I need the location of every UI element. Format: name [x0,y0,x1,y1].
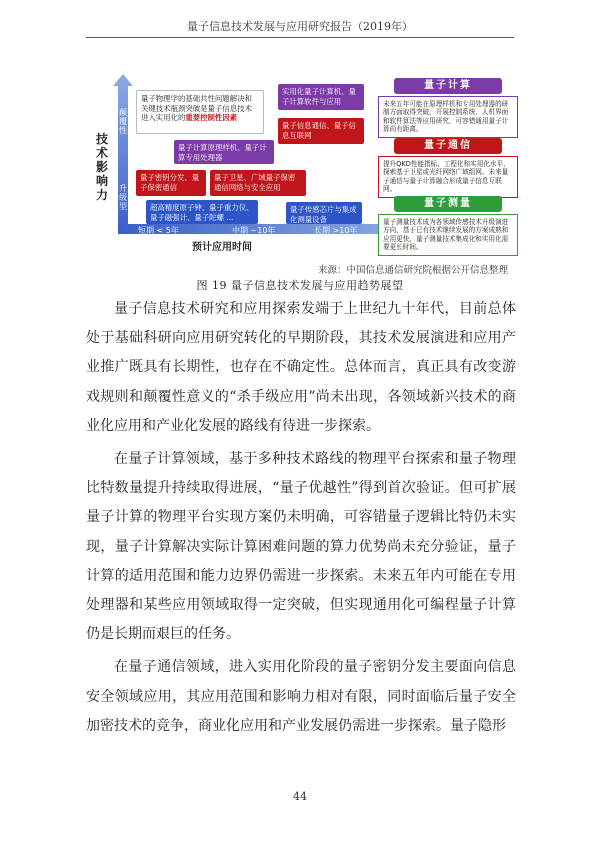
panel-quantum-computing [378,78,518,138]
panel-quantum-measurement [378,196,518,256]
figure-caption: 图 19 量子信息技术发展与应用趋势展望 [196,279,404,292]
qi-network-box: 量子信息通信、量子信息互联网 [278,118,364,144]
fundamental-highlight: 重要控制性因素 [185,113,238,122]
x-tick-mid: 中期 ~10年 [232,226,276,235]
sensing-long-box: 量子传感芯片与集成化测量设备 [286,202,362,224]
paragraph: 在量子通信领域，进入实用化阶段的量子密钥分发主要面向信息安全领域应用，其应用范围和影响力相对有限，同时面临后量子安全加密技术的竞争，商业化应用和产业发展仍需进一步探索。量子隐形 [86,659,516,734]
fundamental-box [136,90,264,134]
fundamental-text: 量子物理学的基础共性问题解决和关键技术瓶颈突破是量子信息技术进入实用化的 [141,94,252,122]
paragraph: 在量子计算领域，基于多种技术路线的物理平台探索和量子物理比特数量提升持续取得进展，“量子优越性”得到首次验证。但可扩展量子计算的物理平台实现方案仍未明确，可容错量子逻辑比特仍未实现，量子计算解决实际计算困难问题的算力优势尚未充分验证，量子计算的适用范围和能力边界仍需进一步探索。未来五年内可能在专用处理器和某些应用领域取得一定突破，但实现通用化可编程量子计算仍是长期而艰巨的任务。 [86,451,516,643]
page-number: 44 [293,790,307,803]
panel-text-measurement: 量子测量技术成为各领域传感技术升级演进方向，基于已有技术继续发展的方案成熟和应用更快，量子测量技术集成化和实用化需要更长时间。 [378,214,518,256]
y-level-disruptive: 颠覆性 [119,108,127,135]
figure-source: 来源：中国信息通信研究院根据公开信息整理 [317,265,508,276]
qkd-box: 量子密钥分发、量子保密通信 [136,170,206,196]
panel-title-computing: 量子计算 [394,78,502,94]
panel-title-measurement: 量子测量 [394,196,502,212]
panel-quantum-communication [378,138,518,198]
practical-qc-box: 实用化量子计算机、量子计算软件与应用 [278,84,364,110]
trend-figure [82,74,520,262]
x-tick-short: 短期 < 5年 [138,226,179,235]
sensing-short-box: 超高精度原子钟、量子重力仪、量子磁强计、量子陀螺 ... [146,200,258,224]
running-header: 量子信息技术发展与应用研究报告（2019年） [187,20,413,33]
satellite-network-box: 量子卫星、广域量子保密通信网络与安全应用 [210,170,306,196]
body-text [86,295,516,745]
panel-title-communication: 量子通信 [394,138,502,154]
y-level-upgrade: 升级型 [119,184,127,211]
y-axis-label: 技术影响力 [96,132,109,202]
panel-text-communication: 提升QKD性能指标、工程化和实用化水平，探索基于卫星或光纤网络广域组网。未来量子通信与量子计算融合形成量子信息互联网。 [378,156,518,198]
qc-prototype-box: 量子计算原理样机、量子计算专用处理器 [174,140,274,164]
x-tick-long: 长期 >10年 [314,226,358,235]
x-axis-label: 预计应用时间 [192,242,252,253]
paragraph: 量子信息技术研究和应用探索发端于上世纪九十年代，目前总体处于基础科研向应用研究转化的早期阶段，其技术发展演进和应用产业推广既具有长期性，也存在不确定性。总体而言，真正具有改变游戏规则和颠覆性意义的“杀手级应用”尚未出现，各领域新兴技术的商业化应用和产业化发展的路线有待进一步探索。 [86,301,516,434]
y-axis [118,82,128,234]
header-rule [86,37,514,38]
panel-text-computing: 未来五年可能在原理样机和专用处理器的研制方面取得突破，开展控制系统、人机界面和软件算法等应用研究，可容错通用量子计算尚有距离。 [378,96,518,138]
